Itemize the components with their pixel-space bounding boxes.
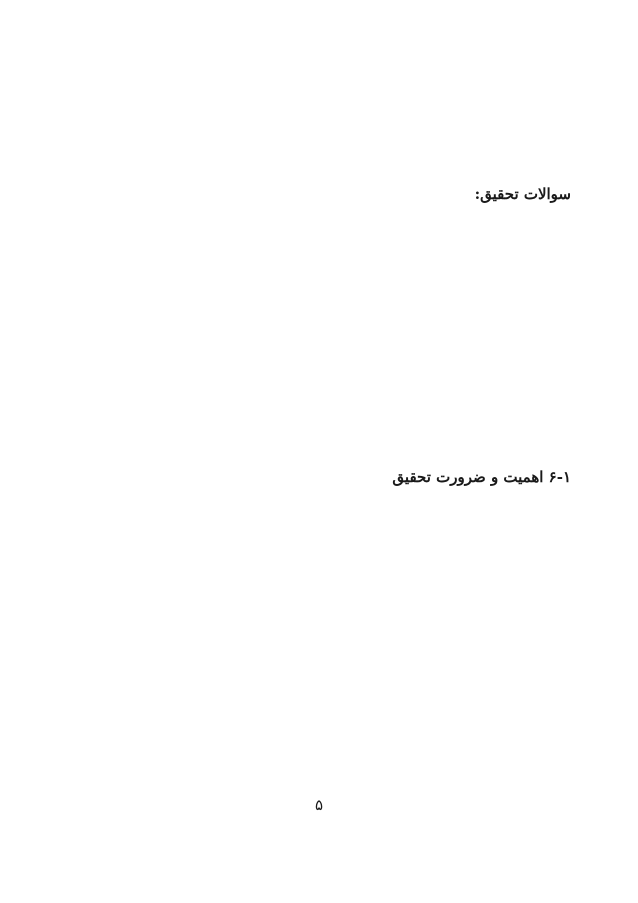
section-heading-research-questions: سوالات تحقیق: [474,185,571,203]
page-number: ۵ [314,796,324,814]
section-heading-importance: ۶-۱ اهمیت و ضرورت تحقیق [392,468,571,486]
